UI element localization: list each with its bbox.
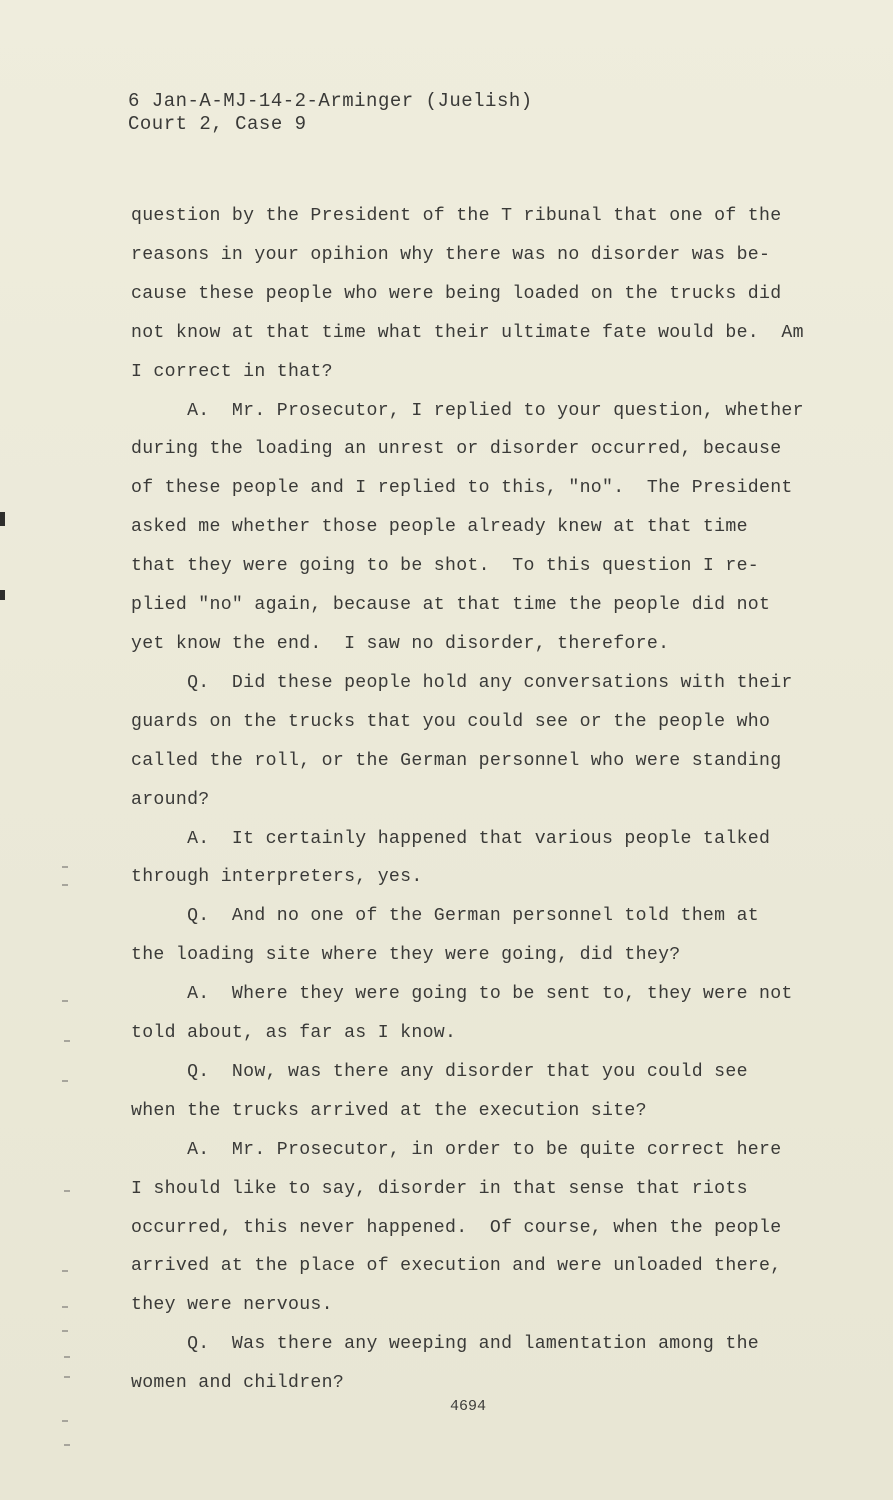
transcript-line: A. Where they were going to be sent to, they were not bbox=[131, 984, 793, 1005]
margin-tick bbox=[62, 1330, 68, 1332]
transcript-line: during the loading an unrest or disorder occurred, because bbox=[131, 439, 782, 460]
transcript-line: plied "no" again, because at that time the people did not bbox=[131, 595, 771, 616]
page-number: 4694 bbox=[450, 1398, 487, 1415]
transcript-line: question by the President of the T ribunal that one of the bbox=[131, 206, 782, 226]
transcript-line: around? bbox=[131, 789, 210, 810]
margin-tick bbox=[64, 1356, 70, 1358]
transcript-line: I should like to say, disorder in that sense that riots bbox=[131, 1178, 748, 1199]
transcript-line: cause these people who were being loaded on the trucks did bbox=[131, 283, 782, 304]
transcript-line: of these people and I replied to this, "no". The President bbox=[131, 478, 793, 499]
transcript-line: occurred, this never happened. Of course, when the people bbox=[131, 1217, 782, 1238]
transcript-line: not know at that time what their ultimate fate would be. Am bbox=[131, 322, 804, 343]
margin-tick bbox=[64, 1190, 70, 1192]
transcript-line: reasons in your opihion why there was no disorder was be- bbox=[131, 244, 771, 265]
margin-tick bbox=[64, 1444, 70, 1446]
transcript-line: I correct in that? bbox=[131, 361, 333, 382]
edge-mark bbox=[0, 512, 5, 526]
transcript-line: yet know the end. I saw no disorder, therefore. bbox=[131, 633, 670, 654]
transcript-line: that they were going to be shot. To this question I re- bbox=[131, 556, 759, 577]
transcript-line: Q. Now, was there any disorder that you could see bbox=[131, 1061, 748, 1082]
transcript-body bbox=[131, 197, 831, 1403]
margin-tick bbox=[62, 866, 68, 868]
margin-tick bbox=[62, 1080, 68, 1082]
transcript-line: guards on the trucks that you could see or the people who bbox=[131, 711, 771, 732]
transcript-line: they were nervous. bbox=[131, 1295, 333, 1316]
margin-tick bbox=[62, 1420, 68, 1422]
transcript-line: Q. And no one of the German personnel told them at bbox=[131, 906, 759, 927]
margin-tick bbox=[62, 1306, 68, 1308]
header-case-line: 6 Jan-A-MJ-14-2-Arminger (Juelish) bbox=[128, 90, 533, 112]
transcript-line: asked me whether those people already knew at that time bbox=[131, 517, 748, 538]
margin-tick bbox=[64, 1040, 70, 1042]
margin-tick bbox=[62, 1000, 68, 1002]
transcript-line: through interpreters, yes. bbox=[131, 867, 423, 888]
header-court-line: Court 2, Case 9 bbox=[128, 113, 307, 135]
transcript-line: arrived at the place of execution and were unloaded there, bbox=[131, 1256, 782, 1277]
transcript-line: A. Mr. Prosecutor, I replied to your question, whether bbox=[131, 400, 804, 421]
transcript-line: Q. Did these people hold any conversations with their bbox=[131, 672, 793, 693]
edge-mark bbox=[0, 590, 5, 600]
margin-tick bbox=[62, 1270, 68, 1272]
margin-tick bbox=[62, 884, 68, 886]
transcript-line: the loading site where they were going, did they? bbox=[131, 945, 681, 966]
transcript-line: Q. Was there any weeping and lamentation among the bbox=[131, 1334, 759, 1355]
transcript-line: called the roll, or the German personnel who were standing bbox=[131, 750, 782, 771]
document-header bbox=[128, 90, 533, 136]
transcript-line: women and children? bbox=[131, 1373, 345, 1394]
transcript-line: A. Mr. Prosecutor, in order to be quite correct here bbox=[131, 1139, 782, 1160]
margin-tick bbox=[64, 1376, 70, 1378]
transcript-line: told about, as far as I know. bbox=[131, 1023, 457, 1044]
transcript-line: when the trucks arrived at the execution site? bbox=[131, 1100, 647, 1121]
transcript-line: A. It certainly happened that various people talked bbox=[131, 828, 771, 849]
